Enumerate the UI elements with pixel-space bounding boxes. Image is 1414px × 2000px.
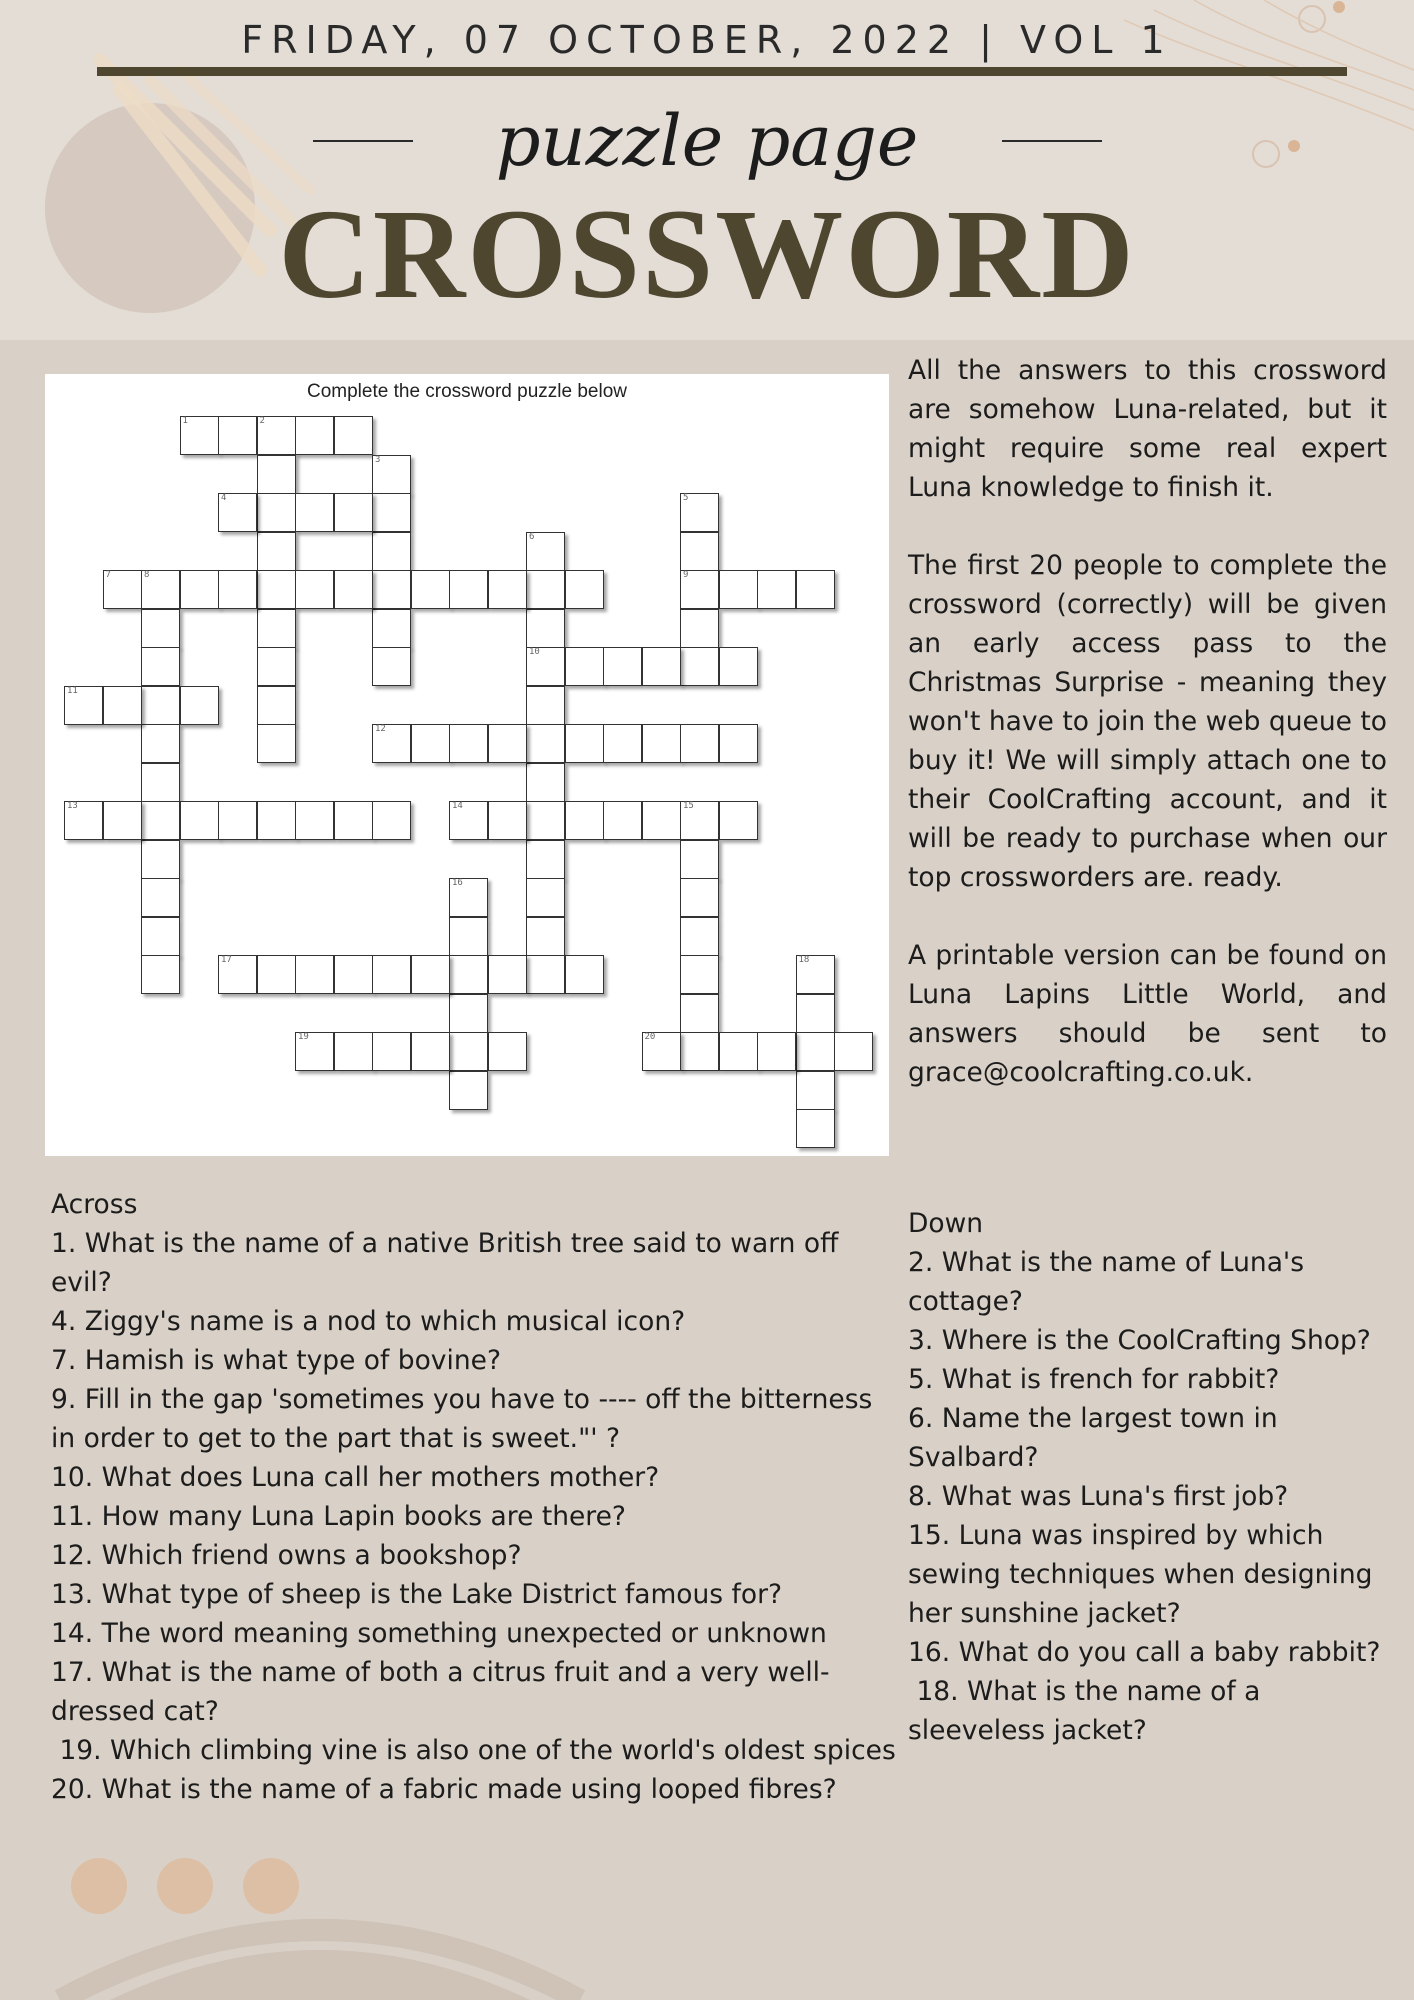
grid-cell[interactable] <box>141 647 180 686</box>
grid-cell[interactable] <box>141 801 180 840</box>
grid-cell[interactable] <box>372 609 411 648</box>
grid-cell[interactable] <box>372 493 411 532</box>
clue-number: 17 <box>221 955 232 965</box>
grid-cell[interactable] <box>218 801 257 840</box>
grid-cell[interactable] <box>603 724 642 763</box>
grid-cell[interactable] <box>257 416 296 455</box>
grid-cell[interactable] <box>642 724 681 763</box>
clue-number: 14 <box>452 801 463 811</box>
grid-cell[interactable] <box>488 1032 527 1071</box>
down-clues <box>908 1204 1387 1750</box>
grid-cell[interactable] <box>642 647 681 686</box>
grid-cell[interactable] <box>257 686 296 725</box>
grid-cell[interactable] <box>103 686 142 725</box>
clue-item: 14. The word meaning something unexpected or unknown <box>51 1618 827 1649</box>
clue-item: 15. Luna was inspired by which sewing techniques when designing her sunshine jacket? <box>908 1520 1373 1629</box>
grid-cell[interactable] <box>680 840 719 879</box>
clue-item: 6. Name the largest town in Svalbard? <box>908 1403 1278 1473</box>
grid-cell[interactable] <box>680 647 719 686</box>
clue-number: 13 <box>67 801 78 811</box>
grid-cell[interactable] <box>796 955 835 994</box>
clue-number: 8 <box>144 570 150 580</box>
clue-number: 9 <box>683 570 689 580</box>
grid-cell[interactable] <box>603 801 642 840</box>
grid-cell[interactable] <box>488 570 527 609</box>
grid-cell[interactable] <box>141 840 180 879</box>
grid-cell[interactable] <box>680 955 719 994</box>
grid-cell[interactable] <box>719 647 758 686</box>
crossword-puzzle <box>45 374 889 1156</box>
grid-cell[interactable] <box>372 724 411 763</box>
grid-cell[interactable] <box>449 994 488 1033</box>
grid-cell[interactable] <box>796 1071 835 1110</box>
grid-cell[interactable] <box>834 1032 873 1071</box>
grid-cell[interactable] <box>796 1109 835 1148</box>
grid-cell[interactable] <box>257 570 296 609</box>
grid-cell[interactable] <box>526 878 565 917</box>
clue-item: 7. Hamish is what type of bovine? <box>51 1345 502 1376</box>
grid-cell[interactable] <box>680 801 719 840</box>
grid-cell[interactable] <box>526 840 565 879</box>
grid-cell[interactable] <box>680 609 719 648</box>
grid-cell[interactable] <box>719 570 758 609</box>
intro-paragraph: A printable version can be found on Luna Lapins Little World, and answers should be sent to grace@coolcrafting.co.uk. <box>908 940 1387 1088</box>
grid-cell[interactable] <box>334 570 373 609</box>
grid-cell[interactable] <box>526 724 565 763</box>
clue-item: 18. What is the name of a sleeveless jacket? <box>908 1676 1269 1746</box>
across-heading: Across <box>51 1189 138 1220</box>
clue-number: 10 <box>529 647 540 657</box>
grid-cell[interactable] <box>411 955 450 994</box>
grid-cell[interactable] <box>449 570 488 609</box>
clue-item: 9. Fill in the gap 'sometimes you have to ---- off the bitterness in order to get to the part that is sweet."' ? <box>51 1384 873 1454</box>
grid-cell[interactable] <box>257 647 296 686</box>
grid-cell[interactable] <box>680 570 719 609</box>
grid-cell[interactable] <box>449 1032 488 1071</box>
grid-cell[interactable] <box>411 570 450 609</box>
grid-cell[interactable] <box>526 801 565 840</box>
grid-cell[interactable] <box>64 801 103 840</box>
clue-number: 19 <box>298 1032 309 1042</box>
clue-number: 16 <box>452 878 463 888</box>
grid-cell[interactable] <box>680 532 719 571</box>
grid-cell[interactable] <box>295 416 334 455</box>
grid-cell[interactable] <box>141 955 180 994</box>
grid-cell[interactable] <box>565 801 604 840</box>
grid-cell[interactable] <box>334 801 373 840</box>
grid-cell[interactable] <box>372 570 411 609</box>
grid-cell[interactable] <box>103 570 142 609</box>
grid-cell[interactable] <box>680 994 719 1033</box>
intro-paragraph: The first 20 people to complete the crossword (correctly) will be given an early access pass to the Christmas Surprise - meaning they won't have to join the web queue to buy it! We will simply attach one to their CoolCrafting account, and it will be ready to purchase when our top crossworders are. ready. <box>908 550 1387 893</box>
grid-cell[interactable] <box>372 955 411 994</box>
clue-number: 11 <box>67 685 78 696</box>
divider <box>97 67 1347 76</box>
grid-cell[interactable] <box>411 724 450 763</box>
grid-cell[interactable] <box>141 724 180 763</box>
grid-cell[interactable] <box>141 878 180 917</box>
clue-item: 17. What is the name of both a citrus fruit and a very well-dressed cat? <box>51 1657 830 1727</box>
grid-cell[interactable] <box>334 955 373 994</box>
grid-cell[interactable] <box>526 647 565 686</box>
clue-item: 12. Which friend owns a bookshop? <box>51 1540 522 1571</box>
grid-cell[interactable] <box>565 724 604 763</box>
grid-cell[interactable] <box>719 801 758 840</box>
grid-cell[interactable] <box>295 801 334 840</box>
clue-item: 11. How many Luna Lapin books are there? <box>51 1501 626 1532</box>
clue-number: 12 <box>375 724 386 734</box>
grid-cell[interactable] <box>218 570 257 609</box>
issue-date: FRIDAY, 07 OCTOBER, 2022 | VOL 1 <box>241 18 1173 62</box>
grid-cell[interactable] <box>218 416 257 455</box>
grid-cell[interactable] <box>796 994 835 1033</box>
grid-cell[interactable] <box>218 493 257 532</box>
grid-cell[interactable] <box>295 955 334 994</box>
grid-cell[interactable] <box>334 1032 373 1071</box>
grid-cell[interactable] <box>449 1071 488 1110</box>
clue-number: 15 <box>683 801 694 811</box>
page-title: CROSSWORD <box>278 183 1136 325</box>
header-banner <box>0 0 1414 340</box>
grid-cell[interactable] <box>257 724 296 763</box>
grid-cell[interactable] <box>526 609 565 648</box>
grid-cell[interactable] <box>64 686 103 725</box>
clue-number: 20 <box>644 1032 656 1042</box>
grid-cell[interactable] <box>218 955 257 994</box>
grid-cell[interactable] <box>680 724 719 763</box>
grid-cell[interactable] <box>719 1032 758 1071</box>
grid-cell[interactable] <box>526 686 565 725</box>
grid-cell[interactable] <box>411 1032 450 1071</box>
grid-cell[interactable] <box>680 493 719 532</box>
grid-cell[interactable] <box>141 763 180 802</box>
clue-item: 3. Where is the CoolCrafting Shop? <box>908 1325 1371 1356</box>
grid-cell[interactable] <box>526 763 565 802</box>
grid-cell[interactable] <box>334 493 373 532</box>
grid-cell[interactable] <box>257 455 296 494</box>
grid-cell[interactable] <box>565 955 604 994</box>
grid-cell[interactable] <box>488 724 527 763</box>
clue-number: 2 <box>259 416 265 426</box>
grid-cell[interactable] <box>603 647 642 686</box>
grid-cell[interactable] <box>141 570 180 609</box>
grid-cell[interactable] <box>372 801 411 840</box>
grid-cell[interactable] <box>141 609 180 648</box>
clue-number: 5 <box>683 493 689 503</box>
grid-cell[interactable] <box>680 1032 719 1071</box>
grid-cell[interactable] <box>141 917 180 956</box>
grid-cell[interactable] <box>796 1032 835 1071</box>
grid-cell[interactable] <box>180 416 219 455</box>
intro-text <box>908 351 1387 1131</box>
grid-cell[interactable] <box>488 955 527 994</box>
clue-item: 8. What was Luna's first job? <box>908 1481 1289 1512</box>
grid-cell[interactable] <box>372 532 411 571</box>
grid-cell[interactable] <box>372 1032 411 1071</box>
grid-cell[interactable] <box>757 570 796 609</box>
clue-item: 13. What type of sheep is the Lake District famous for? <box>51 1579 783 1610</box>
grid-cell[interactable] <box>257 801 296 840</box>
grid-cell[interactable] <box>526 955 565 994</box>
grid-cell[interactable] <box>372 647 411 686</box>
grid-cell[interactable] <box>642 801 681 840</box>
clue-item: 1. What is the name of a native British tree said to warn off evil? <box>51 1228 839 1298</box>
grid-cell[interactable] <box>642 1032 681 1071</box>
grid-cell[interactable] <box>295 570 334 609</box>
grid-cell[interactable] <box>257 955 296 994</box>
grid-cell[interactable] <box>449 801 488 840</box>
intro-paragraph: All the answers to this crossword are somehow Luna-related, but it might require some real expert Luna knowledge to finish it. <box>908 355 1387 503</box>
grid-cell[interactable] <box>757 1032 796 1071</box>
decorative-arc <box>40 1880 600 2000</box>
across-clues <box>51 1185 896 1809</box>
grid-cell[interactable] <box>680 878 719 917</box>
grid-cell[interactable] <box>565 647 604 686</box>
clue-number: 7 <box>105 570 111 580</box>
clue-item: 10. What does Luna call her mothers mother? <box>51 1462 660 1493</box>
grid-cell[interactable] <box>334 416 373 455</box>
grid-cell[interactable] <box>526 532 565 571</box>
grid-cell[interactable] <box>180 570 219 609</box>
grid-cell[interactable] <box>180 686 219 725</box>
grid-cell[interactable] <box>103 801 142 840</box>
grid-cell[interactable] <box>449 917 488 956</box>
grid-cell[interactable] <box>295 1032 334 1071</box>
down-heading: Down <box>908 1208 984 1239</box>
clue-number: 6 <box>529 531 535 542</box>
grid-cell[interactable] <box>257 609 296 648</box>
grid-cell[interactable] <box>449 724 488 763</box>
grid-cell[interactable] <box>449 878 488 917</box>
grid-cell[interactable] <box>565 570 604 609</box>
grid-cell[interactable] <box>180 801 219 840</box>
grid-cell[interactable] <box>257 493 296 532</box>
grid-cell[interactable] <box>680 917 719 956</box>
grid-cell[interactable] <box>526 917 565 956</box>
clue-number: 18 <box>798 955 810 965</box>
grid-cell[interactable] <box>719 724 758 763</box>
clue-number: 4 <box>221 493 227 503</box>
grid-cell[interactable] <box>141 686 180 725</box>
clue-number: 1 <box>182 416 188 426</box>
clue-item: 16. What do you call a baby rabbit? <box>908 1637 1381 1668</box>
grid-cell[interactable] <box>372 455 411 494</box>
puzzle-caption: Complete the crossword puzzle below <box>307 381 627 402</box>
section-subtitle: puzzle page <box>495 100 919 182</box>
clue-item: 4. Ziggy's name is a nod to which musical icon? <box>51 1306 686 1337</box>
grid-cell[interactable] <box>488 801 527 840</box>
clue-item: 5. What is french for rabbit? <box>908 1364 1280 1395</box>
grid-cell[interactable] <box>257 532 296 571</box>
grid-cell[interactable] <box>526 570 565 609</box>
clue-item: 20. What is the name of a fabric made using looped fibres? <box>51 1774 837 1805</box>
clue-item: 19. Which climbing vine is also one of the world's oldest spices <box>51 1735 896 1766</box>
grid-cell[interactable] <box>449 955 488 994</box>
grid-cell[interactable] <box>295 493 334 532</box>
clue-item: 2. What is the name of Luna's cottage? <box>908 1247 1305 1317</box>
clue-number: 3 <box>375 454 381 465</box>
grid-cell[interactable] <box>796 570 835 609</box>
